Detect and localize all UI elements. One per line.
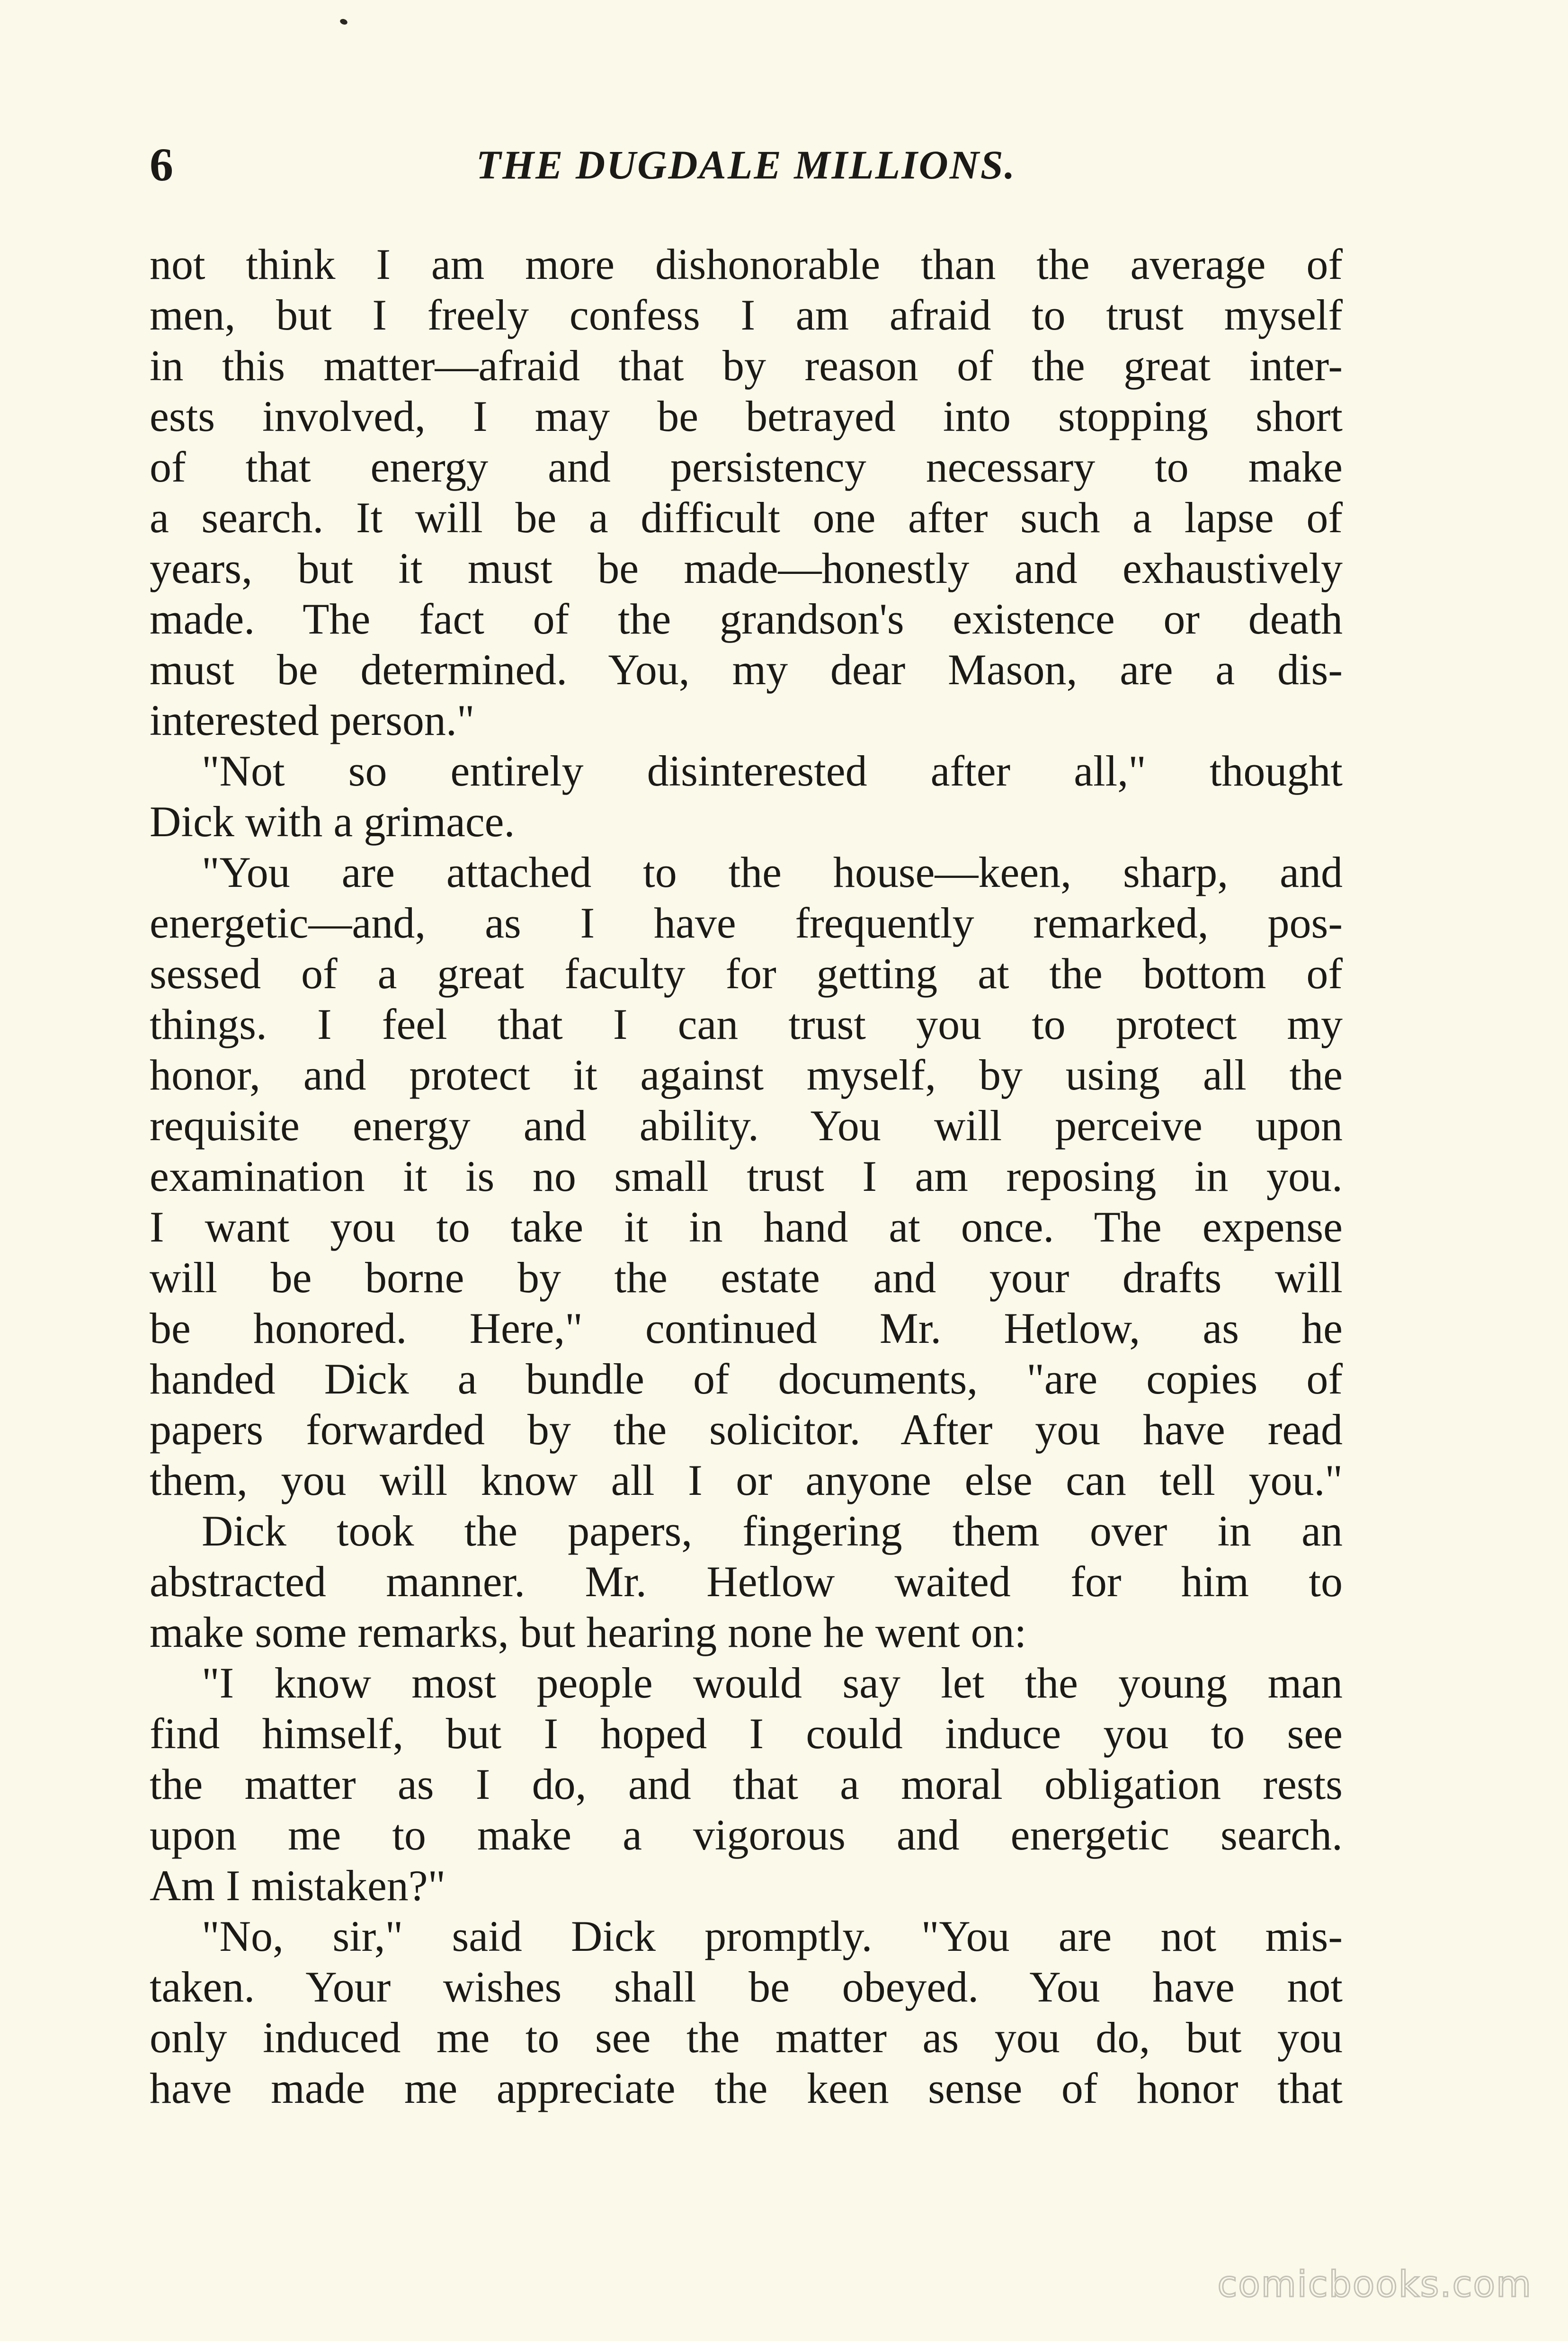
text-line: "You are attached to the house—keen, sharp, and [202,848,1343,896]
text-line: taken. Your wishes shall be obeyed. You have not [150,1963,1343,2011]
text-line: find himself, but I hoped I could induce you to see [150,1709,1343,1758]
text-line: energetic—and, as I have frequently remarked, pos- [150,899,1343,947]
page-number: 6 [150,138,173,191]
text-line: the matter as I do, and that a moral obligation rests [150,1760,1343,1808]
text-line: Dick took the papers, fingering them over in an [202,1507,1343,1555]
text-line: "No, sir," said Dick promptly. "You are not mis- [202,1912,1343,1960]
watermark: comicbooks.com [1217,2263,1532,2305]
ink-speck [339,18,348,26]
text-line: men, but I freely confess I am afraid to trust myself [150,291,1343,339]
text-line: upon me to make a vigorous and energetic search. [150,1811,1343,1859]
text-line: make some remarks, but hearing none he went on: [150,1608,1027,1656]
text-line: made. The fact of the grandson's existence or death [150,595,1343,643]
text-line: papers forwarded by the solicitor. After you have read [150,1405,1343,1454]
text-line: years, but it must be made—honestly and exhaustively [150,544,1343,592]
text-line: ests involved, I may be betrayed into stopping short [150,392,1343,440]
text-line: them, you will know all I or anyone else can tell you." [150,1456,1343,1504]
text-line: I want you to take it in hand at once. The expense [150,1203,1343,1251]
text-line: things. I feel that I can trust you to protect my [150,1000,1343,1048]
text-line: "Not so entirely disinterested after all," thought [202,747,1343,795]
text-line: interested person." [150,696,475,744]
text-line: handed Dick a bundle of documents, "are copies of [150,1355,1343,1403]
text-line: of that energy and persistency necessary to make [150,443,1343,491]
text-line: be honored. Here," continued Mr. Hetlow, as he [150,1304,1343,1352]
text-line: "I know most people would say let the young man [202,1659,1343,1707]
text-line: abstracted manner. Mr. Hetlow waited for him to [150,1557,1343,1606]
text-line: not think I am more dishonorable than the average of [150,240,1343,288]
text-line: only induced me to see the matter as you do, but you [150,2013,1343,2062]
text-line: honor, and protect it against myself, by using all the [150,1051,1343,1099]
page-header [150,128,1343,199]
text-line: will be borne by the estate and your drafts will [150,1253,1343,1302]
text-line: Am I mistaken?" [150,1861,446,1910]
text-line: Dick with a grimace. [150,797,515,846]
text-line: a search. It will be a difficult one after such a lapse of [150,493,1343,542]
text-line: must be determined. You, my dear Mason, are a dis- [150,645,1343,694]
text-line: examination it is no small trust I am reposing in you. [150,1152,1343,1200]
text-line: requisite energy and ability. You will perceive upon [150,1101,1343,1150]
running-head-title: THE DUGDALE MILLIONS. [476,142,1016,188]
text-line: in this matter—afraid that by reason of the great inter- [150,341,1343,390]
text-line: sessed of a great faculty for getting at the bottom of [150,949,1343,998]
body-text [150,239,1343,2114]
text-line: have made me appreciate the keen sense of honor that [150,2064,1343,2112]
